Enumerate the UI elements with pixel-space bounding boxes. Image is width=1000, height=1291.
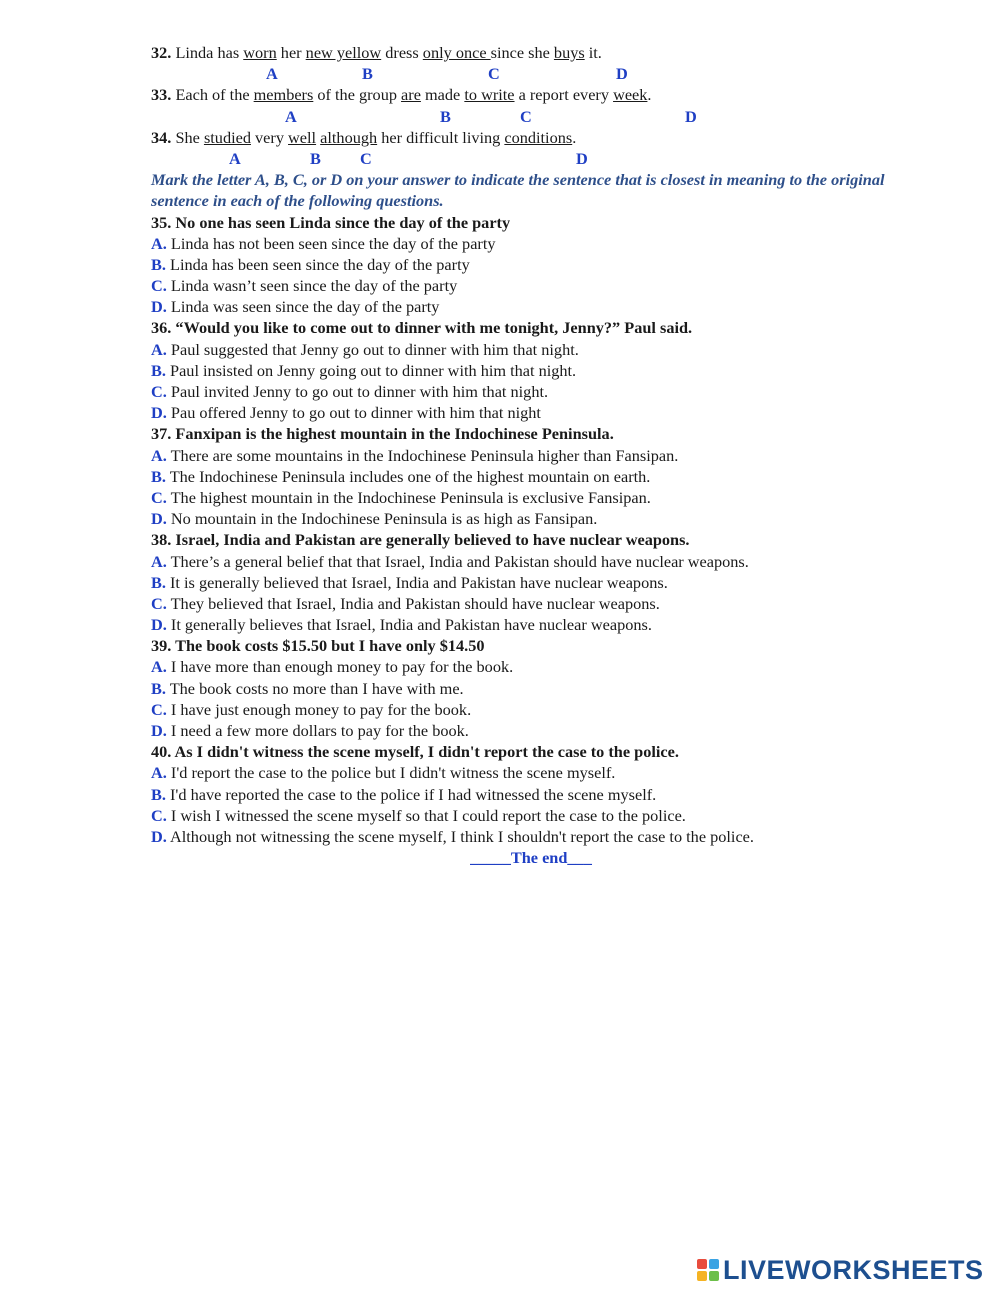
option-d [151, 402, 931, 423]
option-a [151, 762, 931, 783]
option-label: A. [151, 763, 167, 783]
letter-d: D [685, 106, 697, 126]
option-label: D. [151, 826, 167, 846]
option-text: The Indochinese Peninsula includes one of the highest mountain on earth. [169, 466, 651, 486]
option-text: Paul insisted on Jenny going out to dinner with him that night. [170, 360, 577, 380]
option-a [151, 445, 931, 466]
underlined-b: are [401, 85, 421, 105]
question-number: 33. [151, 85, 172, 105]
text-segment: . [647, 85, 652, 105]
option-b [151, 466, 931, 487]
option-label: B. [151, 254, 166, 274]
question-40-stem: 40. As I didn't witness the scene myself, I didn't report the case to the police. [151, 742, 679, 762]
question-38-stem: 38. Israel, India and Pakistan are generally believed to have nuclear weapons. [151, 530, 690, 550]
option-text: There’s a general belief that that Israel, India and Pakistan should have nuclear weapons. [170, 551, 749, 571]
question-33 [151, 84, 931, 105]
option-text: Although not witnessing the scene myself, I think I shouldn't report the case to the police. [170, 826, 754, 846]
option-text: No mountain in the Indochinese Peninsula is as high as Fansipan. [170, 509, 598, 529]
option-text: Linda was seen since the day of the party [170, 297, 440, 317]
question-39-stem: 39. The book costs $15.50 but I have only $14.50 [151, 636, 485, 656]
option-c [151, 381, 931, 402]
option-d [151, 614, 931, 635]
option-text: I need a few more dollars to pay for the book. [170, 721, 469, 741]
text-segment: it. [584, 43, 602, 62]
option-b [151, 254, 931, 275]
text-segment: her [276, 43, 306, 62]
text-segment: . [572, 127, 577, 147]
liveworksheets-logo[interactable] [697, 1255, 984, 1285]
text-segment: a report every [514, 85, 614, 105]
option-label: C. [151, 593, 167, 613]
text-segment: since she [490, 43, 554, 62]
text-segment: dress [381, 43, 423, 62]
question-37-stem: 37. Fanxipan is the highest mountain in the Indochinese Peninsula. [151, 424, 614, 444]
the-end-footer: _____The end___ [470, 848, 592, 868]
option-d [151, 508, 931, 529]
text-segment: her difficult living [377, 127, 505, 147]
text-segment: very [250, 127, 289, 147]
option-label: B. [151, 572, 166, 592]
underlined-d: week [613, 85, 648, 105]
answer-letters-33 [151, 106, 931, 127]
text-segment: made [420, 85, 465, 105]
option-label: D. [151, 297, 167, 317]
option-a [151, 656, 931, 677]
option-text: The book costs no more than I have with me. [169, 678, 464, 698]
option-text: Pau offered Jenny to go out to dinner with him that night [170, 403, 541, 423]
underlined-a: members [253, 85, 314, 105]
text-segment: Linda has [175, 43, 244, 62]
option-b [151, 784, 931, 805]
option-text: Linda has not been seen since the day of the party [170, 233, 496, 253]
underlined-b: new yellow [305, 43, 382, 62]
option-c [151, 805, 931, 826]
option-text: I have just enough money to pay for the book. [170, 699, 472, 719]
text-segment: Each of the [175, 85, 254, 105]
option-label: C. [151, 805, 167, 825]
option-label: B. [151, 678, 166, 698]
option-c [151, 593, 931, 614]
letter-b: B [440, 106, 451, 126]
option-label: D. [151, 403, 167, 423]
option-label: A. [151, 657, 167, 677]
question-35-stem: 35. No one has seen Linda since the day of the party [151, 212, 511, 232]
letter-d: D [616, 64, 628, 84]
option-label: B. [151, 466, 166, 486]
option-b [151, 678, 931, 699]
option-label: A. [151, 551, 167, 571]
logo-square-blue [709, 1259, 719, 1269]
letter-d: D [576, 148, 588, 168]
option-text: There are some mountains in the Indochinese Peninsula higher than Fansipan. [170, 445, 679, 465]
underlined-a: worn [243, 43, 277, 62]
question-number: 32. [151, 43, 172, 62]
option-text: Linda has been seen since the day of the party [170, 254, 470, 274]
option-b [151, 572, 931, 593]
option-label: C. [151, 382, 167, 402]
section-instruction: Mark the letter A, B, C, or D on your answer to indicate the sentence that is closest in meaning to the original sentence in each of the following questions. [151, 170, 885, 211]
option-label: D. [151, 721, 167, 741]
underlined-b: well [288, 127, 317, 147]
underlined-c: although [320, 127, 378, 147]
option-label: D. [151, 509, 167, 529]
logo-square-yellow [697, 1271, 707, 1281]
letter-c: C [520, 106, 532, 126]
option-text: Linda wasn’t seen since the day of the party [170, 276, 458, 296]
logo-text: LIVEWORKSHEETS [723, 1254, 984, 1285]
logo-square-red [697, 1259, 707, 1269]
option-text: It generally believes that Israel, India and Pakistan have nuclear weapons. [170, 615, 652, 635]
option-label: C. [151, 487, 167, 507]
option-label: C. [151, 699, 167, 719]
logo-square-green [709, 1271, 719, 1281]
option-text: I'd have reported the case to the police if I had witnessed the scene myself. [170, 784, 657, 804]
option-text: I wish I witnessed the scene myself so that I could report the case to the police. [170, 805, 686, 825]
text-segment: She [175, 127, 204, 147]
option-text: I'd report the case to the police but I didn't witness the scene myself. [170, 763, 616, 783]
letter-a: A [229, 148, 241, 168]
option-c [151, 699, 931, 720]
option-text: It is generally believed that Israel, India and Pakistan have nuclear weapons. [170, 572, 668, 592]
option-c [151, 487, 931, 508]
option-label: D. [151, 615, 167, 635]
option-text: The highest mountain in the Indochinese Peninsula is exclusive Fansipan. [170, 487, 651, 507]
question-36-stem: 36. “Would you like to come out to dinner with me tonight, Jenny?” Paul said. [151, 318, 693, 338]
option-label: B. [151, 360, 166, 380]
option-c [151, 275, 931, 296]
option-label: A. [151, 445, 167, 465]
option-text: They believed that Israel, India and Pakistan should have nuclear weapons. [170, 593, 660, 613]
question-number: 34. [151, 127, 172, 147]
letter-a: A [266, 64, 278, 84]
option-a [151, 551, 931, 572]
option-a [151, 339, 931, 360]
letter-b: B [362, 64, 373, 84]
option-text: I have more than enough money to pay for the book. [170, 657, 514, 677]
option-label: A. [151, 339, 167, 359]
option-d [151, 296, 931, 317]
answer-letters-34 [151, 148, 931, 169]
underlined-c: to write [464, 85, 515, 105]
underlined-d: buys [553, 43, 585, 62]
underlined-a: studied [203, 127, 251, 147]
underlined-c: only once [422, 43, 491, 62]
option-text: Paul suggested that Jenny go out to dinner with him that night. [170, 339, 579, 359]
question-32 [151, 42, 931, 63]
worksheet-content [151, 42, 931, 868]
answer-letters-32 [151, 63, 931, 84]
option-b [151, 360, 931, 381]
option-text: Paul invited Jenny to go out to dinner with him that night. [170, 382, 549, 402]
option-a [151, 233, 931, 254]
underlined-d: conditions [504, 127, 573, 147]
letter-c: C [360, 148, 372, 168]
option-d [151, 826, 931, 847]
letter-b: B [310, 148, 321, 168]
option-label: B. [151, 784, 166, 804]
question-34 [151, 127, 931, 148]
liveworksheets-logo-icon [697, 1259, 719, 1281]
option-label: C. [151, 276, 167, 296]
letter-a: A [285, 106, 297, 126]
option-d [151, 720, 931, 741]
text-segment: of the group [313, 85, 402, 105]
option-label: A. [151, 233, 167, 253]
letter-c: C [488, 64, 500, 84]
